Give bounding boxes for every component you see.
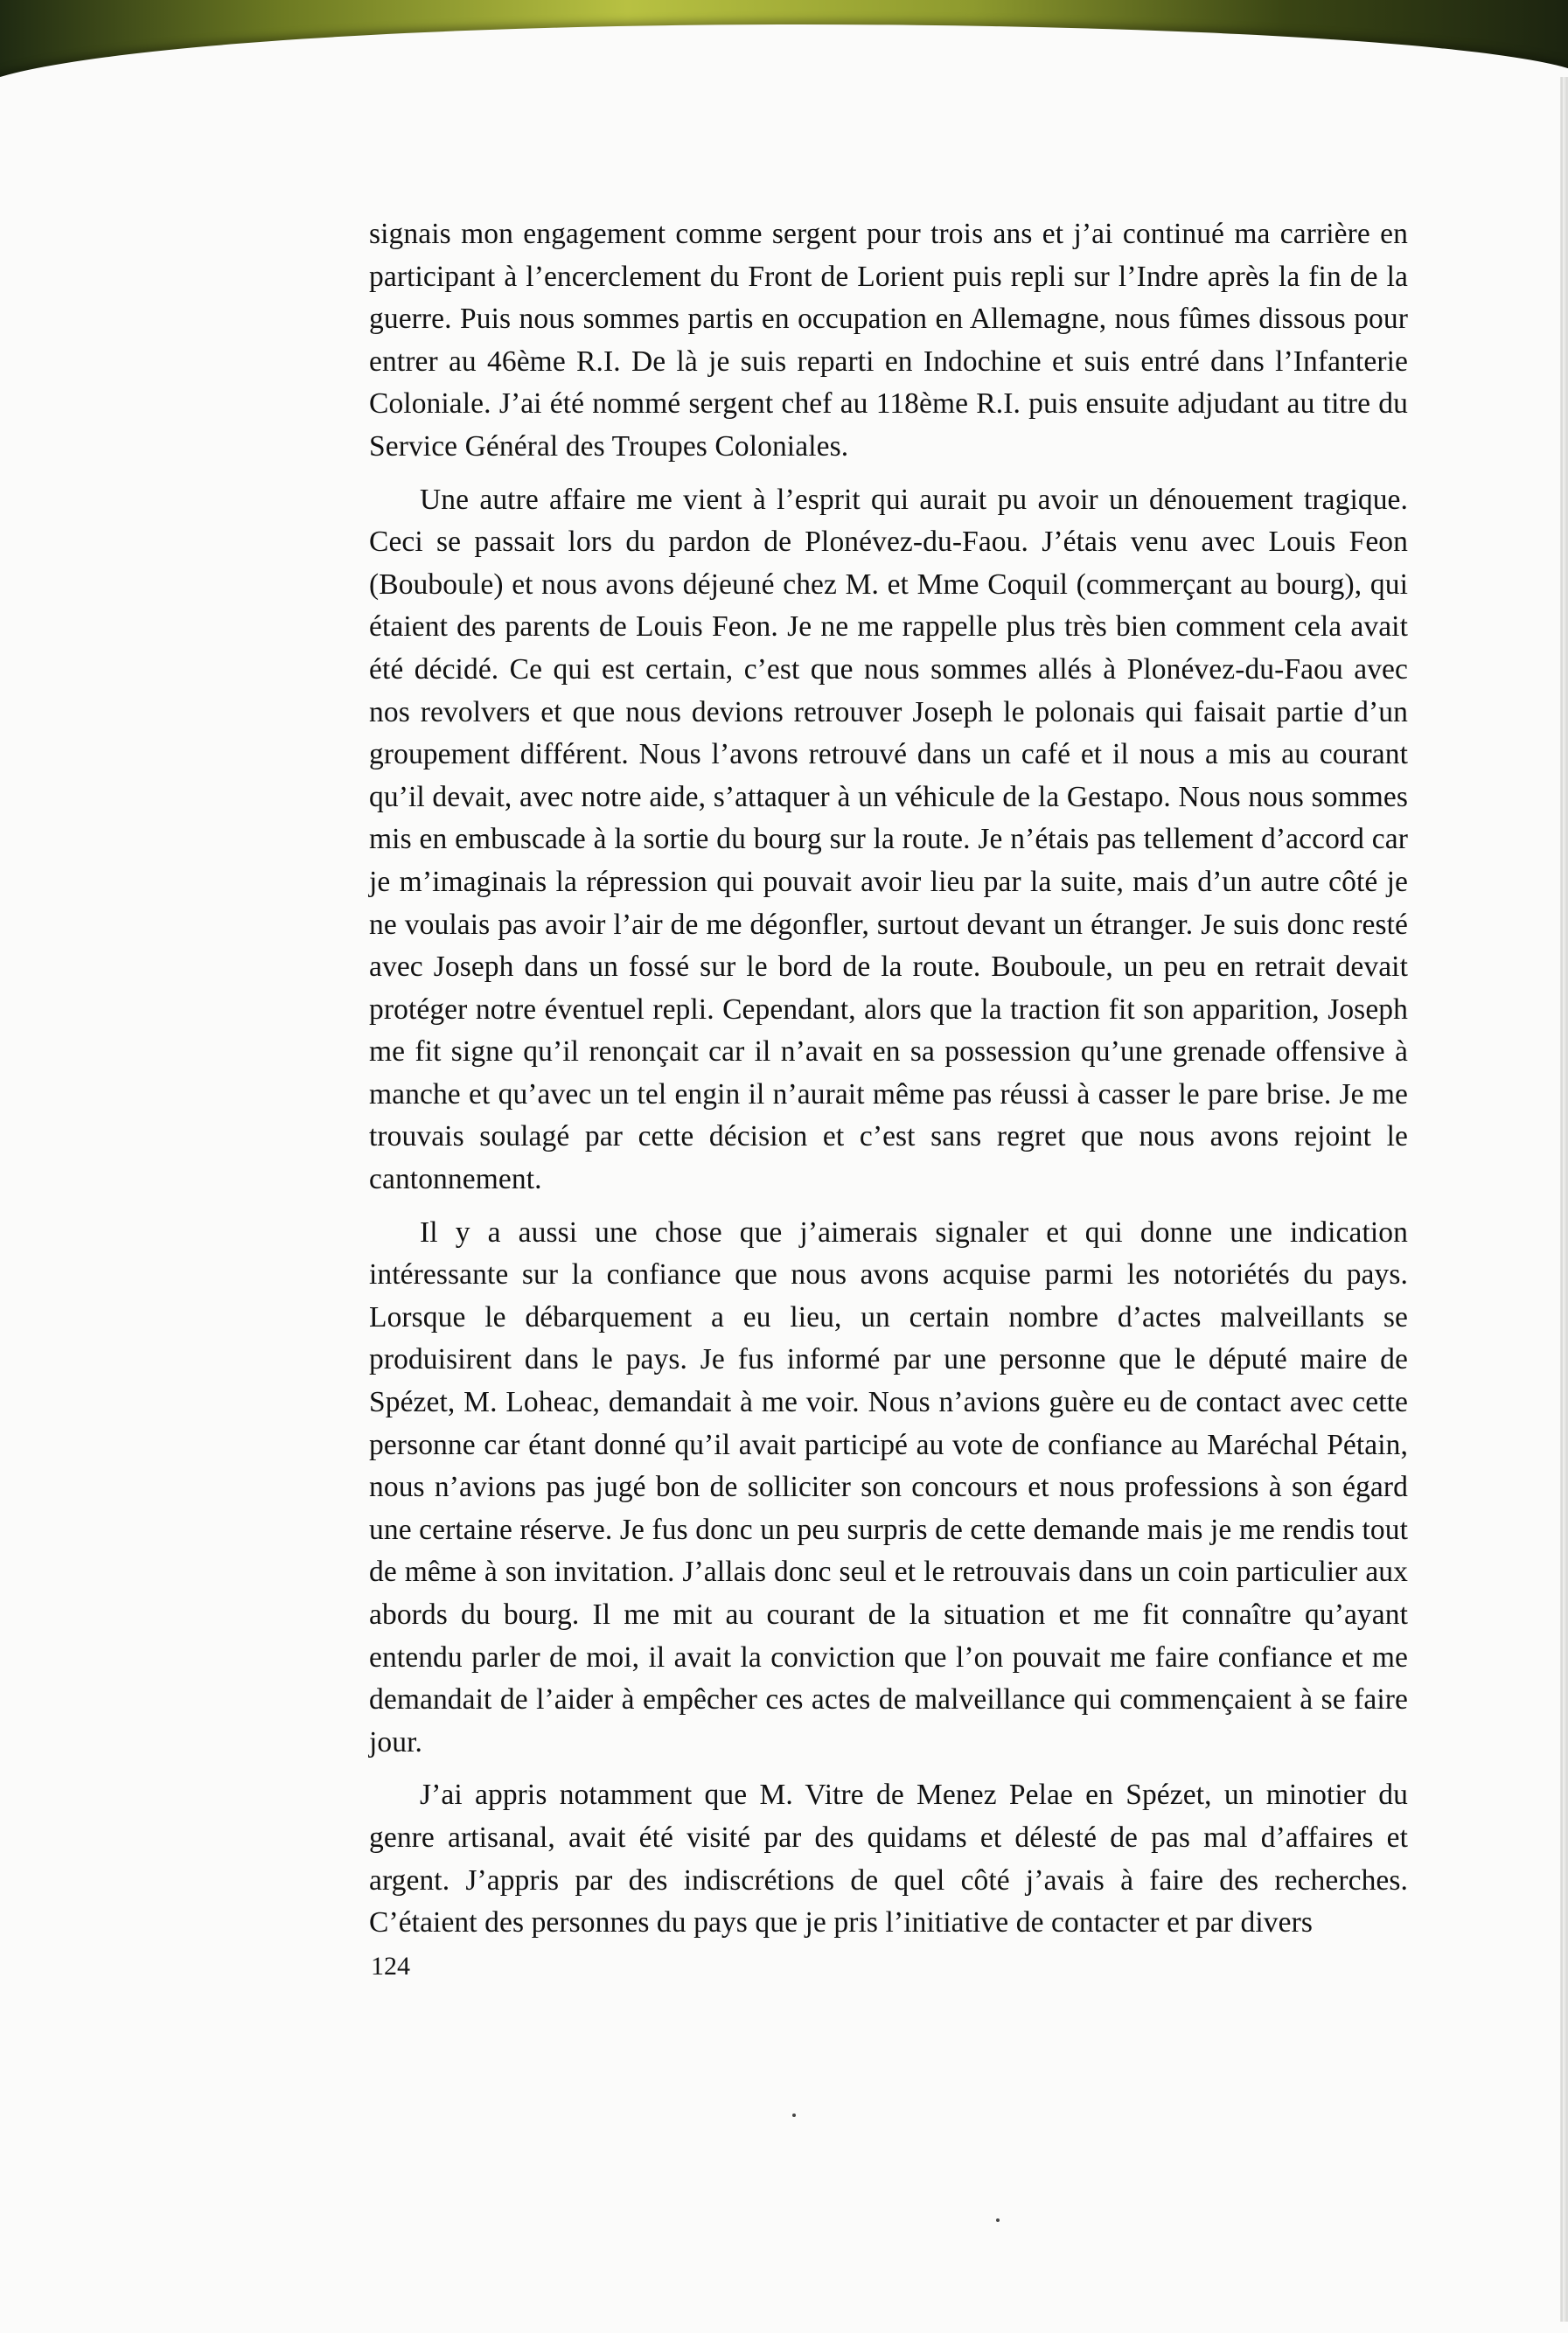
page-speck: [792, 2114, 796, 2117]
paragraph-1: signais mon engagement comme sergent pour trois ans et j’ai continué ma carrière en participant à l’encerclement du Front de Lorient puis repli sur l’Indre après la fin de la guerre. Puis nous sommes partis en occupation en Allemagne, nous fûmes dissous pour entrer au 46ème R.I. De là je suis reparti en Indochine et suis entré dans l’Infanterie Coloniale. J’ai été nommé sergent chef au 118ème R.I. puis ensuite adjudant au titre du Service Général des Troupes Coloniales.: [369, 218, 1408, 463]
page-speck: [996, 2218, 1000, 2222]
page-edges: [1560, 77, 1568, 2322]
body-text: [369, 213, 1408, 1945]
paragraph-2: Une autre affaire me vient à l’esprit qui aurait pu avoir un dénouement tragique. Ceci se passait lors du pardon de Plonévez-du-Faou. J’étais venu avec Louis Feon (Bouboule) et nous avons déjeuné chez M. et Mme Coquil (commerçant au bourg), qui étaient des parents de Louis Feon. Je ne me rappelle plus très bien comment cela avait été décidé. Ce qui est certain, c’est que nous sommes allés à Plonévez-du-Faou avec nos revolvers et que nous devions retrouver Joseph le polonais qui faisait partie d’un groupement différent. Nous l’avons retrouvé dans un café et il nous a mis au courant qu’il devait, avec notre aide, s’attaquer à un véhicule de la Gestapo. Nous nous sommes mis en embuscade à la sortie du bourg sur la route. Je n’étais pas tellement d’accord car je m’imaginais la répression qui pouvait avoir lieu par la suite, mais d’un autre côté je ne voulais pas avoir l’air de me dégonfler, surtout devant un étranger. Je suis donc resté avec Joseph dans un fossé sur le bord de la route. Bouboule, un peu en retrait devait protéger notre éventuel repli. Cependant, alors que la traction fit son apparition, Joseph me fit signe qu’il renonçait car il n’avait en sa possession qu’une grenade offensive à manche et qu’avec un tel engin il n’aurait même pas réussi à casser le pare brise. Je me trouvais soulagé par cette décision et c’est sans regret que nous avons rejoint le cantonnement.: [369, 483, 1408, 1196]
paragraph-3: Il y a aussi une chose que j’aimerais signaler et qui donne une indication intéressante sur la confiance que nous avons acquise parmi les notoriétés du pays. Lorsque le débarquement a eu lieu, un certain nombre d’actes malveillants se produisirent dans le pays. Je fus informé par une personne que le député maire de Spézet, M. Loheac, demandait à me voir. Nous n’avions guère eu de contact avec cette personne car étant donné qu’il avait participé au vote de confiance au Maréchal Pétain, nous n’avions pas jugé bon de solliciter son concours et nous professions à son égard une certaine réserve. Je fus donc un peu surpris de cette demande mais je me rendis tout de même à son invitation. J’allais donc seul et le retrouvais dans un coin particulier aux abords du bourg. Il me mit au courant de la situation et me fit connaître qu’ayant entendu parler de moi, il avait la conviction que l’on pouvait me faire confiance et me demandait de l’aider à empêcher ces actes de malveillance qui commençaient à se faire jour.: [369, 1215, 1408, 1758]
paragraph-4: J’ai appris notamment que M. Vitre de Menez Pelae en Spézet, un minotier du genre artisanal, avait été visité par des quidams et délesté de pas mal d’affaires et argent. J’appris par des indiscrétions de quel côté j’avais à faire des recherches. C’étaient des personnes du pays que je pris l’initiative de contacter et par divers: [369, 1779, 1408, 1940]
page-number: 124: [371, 1952, 410, 1981]
